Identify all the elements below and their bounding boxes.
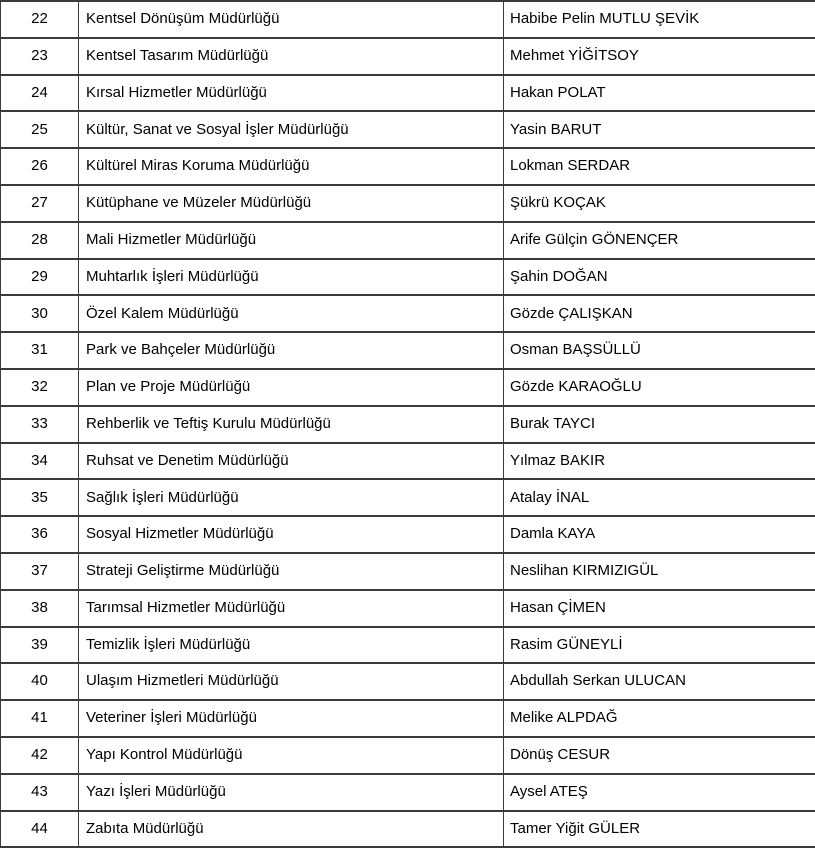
row-number-cell: 34 [1, 443, 79, 480]
table-body [1, 1, 815, 847]
row-number-cell: 43 [1, 774, 79, 811]
manager-name-cell: Abdullah Serkan ULUCAN [504, 663, 815, 700]
table-row [1, 627, 815, 664]
manager-name-cell: Hakan POLAT [504, 75, 815, 112]
department-cell: Temizlik İşleri Müdürlüğü [79, 627, 504, 664]
row-number-cell: 40 [1, 663, 79, 700]
row-number-cell: 30 [1, 295, 79, 332]
row-number-cell: 39 [1, 627, 79, 664]
table-row [1, 295, 815, 332]
department-cell: Sağlık İşleri Müdürlüğü [79, 479, 504, 516]
manager-name-cell: Osman BAŞSÜLLÜ [504, 332, 815, 369]
department-cell: Kentsel Dönüşüm Müdürlüğü [79, 1, 504, 38]
table-row [1, 590, 815, 627]
manager-name-cell: Rasim GÜNEYLİ [504, 627, 815, 664]
department-cell: Yazı İşleri Müdürlüğü [79, 774, 504, 811]
department-cell: Kırsal Hizmetler Müdürlüğü [79, 75, 504, 112]
manager-name-cell: Şükrü KOÇAK [504, 185, 815, 222]
department-cell: Ruhsat ve Denetim Müdürlüğü [79, 443, 504, 480]
department-cell: Mali Hizmetler Müdürlüğü [79, 222, 504, 259]
row-number-cell: 29 [1, 259, 79, 296]
row-number-cell: 25 [1, 111, 79, 148]
department-cell: Özel Kalem Müdürlüğü [79, 295, 504, 332]
row-number-cell: 26 [1, 148, 79, 185]
department-cell: Ulaşım Hizmetleri Müdürlüğü [79, 663, 504, 700]
table-row [1, 443, 815, 480]
department-cell: Veteriner İşleri Müdürlüğü [79, 700, 504, 737]
row-number-cell: 44 [1, 811, 79, 848]
manager-name-cell: Melike ALPDAĞ [504, 700, 815, 737]
table-row [1, 38, 815, 75]
department-cell: Kütüphane ve Müzeler Müdürlüğü [79, 185, 504, 222]
table-row [1, 663, 815, 700]
row-number-cell: 38 [1, 590, 79, 627]
department-cell: Kültür, Sanat ve Sosyal İşler Müdürlüğü [79, 111, 504, 148]
table-row [1, 148, 815, 185]
table-row [1, 332, 815, 369]
department-cell: Sosyal Hizmetler Müdürlüğü [79, 516, 504, 553]
manager-name-cell: Burak TAYCI [504, 406, 815, 443]
department-cell: Yapı Kontrol Müdürlüğü [79, 737, 504, 774]
manager-name-cell: Neslihan KIRMIZIGÜL [504, 553, 815, 590]
row-number-cell: 28 [1, 222, 79, 259]
table-row [1, 185, 815, 222]
department-cell: Kültürel Miras Koruma Müdürlüğü [79, 148, 504, 185]
table-row [1, 774, 815, 811]
manager-name-cell: Hasan ÇİMEN [504, 590, 815, 627]
department-cell: Plan ve Proje Müdürlüğü [79, 369, 504, 406]
table-row [1, 222, 815, 259]
department-cell: Park ve Bahçeler Müdürlüğü [79, 332, 504, 369]
row-number-cell: 32 [1, 369, 79, 406]
row-number-cell: 41 [1, 700, 79, 737]
manager-name-cell: Tamer Yiğit GÜLER [504, 811, 815, 848]
manager-name-cell: Damla KAYA [504, 516, 815, 553]
manager-name-cell: Habibe Pelin MUTLU ŞEVİK [504, 1, 815, 38]
row-number-cell: 35 [1, 479, 79, 516]
table-row [1, 811, 815, 848]
table-row [1, 111, 815, 148]
department-cell: Tarımsal Hizmetler Müdürlüğü [79, 590, 504, 627]
row-number-cell: 24 [1, 75, 79, 112]
row-number-cell: 36 [1, 516, 79, 553]
row-number-cell: 27 [1, 185, 79, 222]
manager-name-cell: Yasin BARUT [504, 111, 815, 148]
manager-name-cell: Yılmaz BAKIR [504, 443, 815, 480]
row-number-cell: 37 [1, 553, 79, 590]
department-cell: Rehberlik ve Teftiş Kurulu Müdürlüğü [79, 406, 504, 443]
manager-name-cell: Lokman SERDAR [504, 148, 815, 185]
row-number-cell: 31 [1, 332, 79, 369]
table-row [1, 516, 815, 553]
department-cell: Muhtarlık İşleri Müdürlüğü [79, 259, 504, 296]
row-number-cell: 23 [1, 38, 79, 75]
manager-name-cell: Mehmet YİĞİTSOY [504, 38, 815, 75]
table-row [1, 369, 815, 406]
manager-name-cell: Arife Gülçin GÖNENÇER [504, 222, 815, 259]
manager-name-cell: Şahin DOĞAN [504, 259, 815, 296]
table-row [1, 553, 815, 590]
table-row [1, 700, 815, 737]
row-number-cell: 22 [1, 1, 79, 38]
manager-name-cell: Aysel ATEŞ [504, 774, 815, 811]
department-cell: Kentsel Tasarım Müdürlüğü [79, 38, 504, 75]
manager-name-cell: Gözde ÇALIŞKAN [504, 295, 815, 332]
manager-name-cell: Gözde KARAOĞLU [504, 369, 815, 406]
manager-name-cell: Atalay İNAL [504, 479, 815, 516]
manager-name-cell: Dönüş CESUR [504, 737, 815, 774]
table-row [1, 75, 815, 112]
row-number-cell: 33 [1, 406, 79, 443]
department-cell: Strateji Geliştirme Müdürlüğü [79, 553, 504, 590]
table-row [1, 479, 815, 516]
table-row [1, 259, 815, 296]
table-row [1, 737, 815, 774]
table-row [1, 1, 815, 38]
row-number-cell: 42 [1, 737, 79, 774]
department-cell: Zabıta Müdürlüğü [79, 811, 504, 848]
table-row [1, 406, 815, 443]
